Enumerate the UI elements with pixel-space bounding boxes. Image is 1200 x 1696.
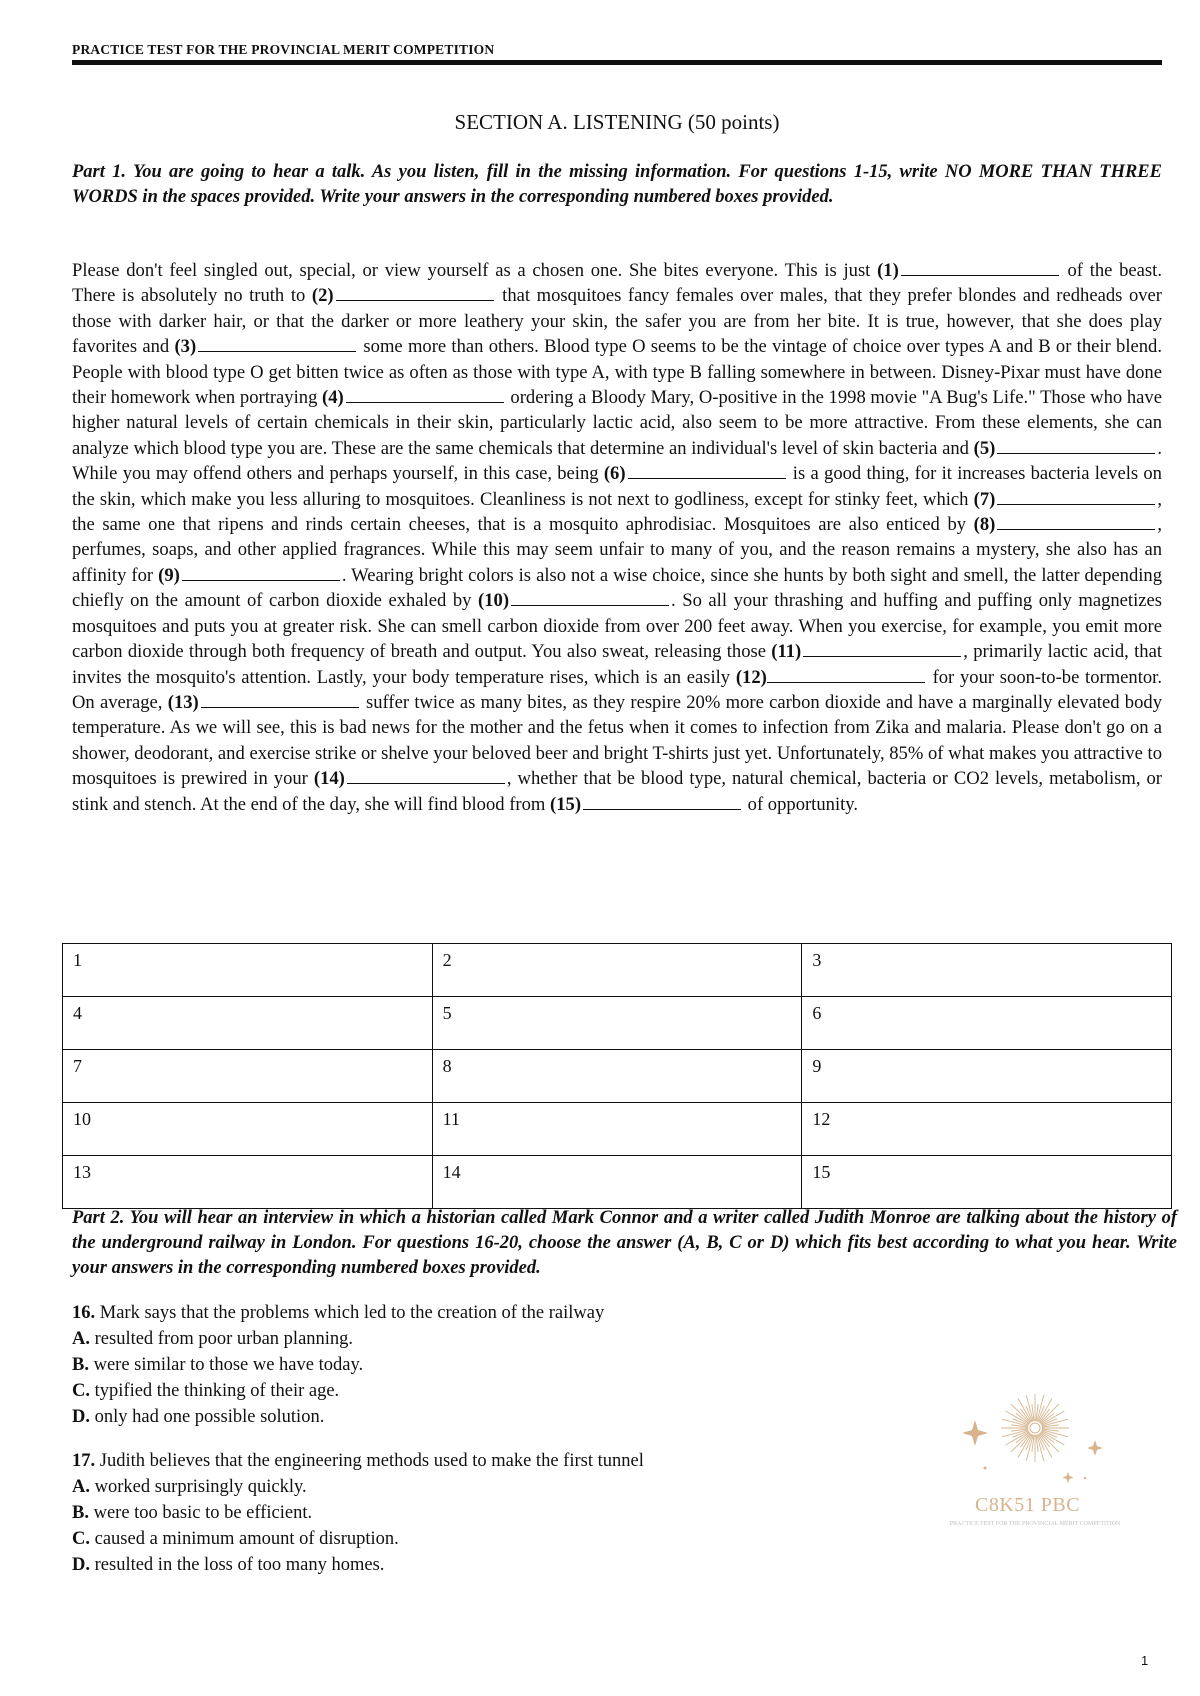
passage-text: . [671, 590, 676, 612]
passage-text: . [1157, 437, 1162, 459]
answer-box[interactable] [802, 1156, 1172, 1209]
answer-row [63, 1050, 1172, 1103]
answer-row [63, 944, 1172, 997]
answer-option[interactable] [72, 1326, 972, 1352]
blank-number: (3) [174, 336, 197, 358]
answer-box-number: 12 [812, 1109, 831, 1129]
answer-box[interactable] [802, 997, 1172, 1050]
option-letter: B. [72, 1355, 89, 1375]
passage-text: some more than others. Blood type O seems to be the vintage of choice over types A and B or their blend. People with blood type O get bitten twice as often as those with type A, with type B falling somewhere in between. Disney-Pixar must have done their homework when portraying [72, 336, 1162, 409]
answer-row [63, 1156, 1172, 1209]
blank-number: (12) [735, 666, 767, 688]
answer-box-number: 10 [73, 1109, 91, 1129]
question-number: 17. [72, 1451, 96, 1471]
answer-blank[interactable] [511, 590, 669, 606]
option-text: caused a minimum amount of disruption. [94, 1529, 399, 1549]
answer-box-number: 15 [812, 1162, 831, 1182]
answer-box-number: 1 [73, 950, 82, 970]
answer-box-number: 2 [442, 950, 452, 970]
option-text: were too basic to be efficient. [93, 1503, 313, 1523]
answer-blank[interactable] [583, 794, 741, 810]
passage-text: , [963, 641, 968, 663]
answer-box[interactable] [802, 1050, 1172, 1103]
answer-box-number: 8 [442, 1056, 452, 1076]
answer-option[interactable] [72, 1526, 972, 1552]
answer-blank[interactable] [901, 260, 1059, 276]
passage-text: Please don't feel singled out, special, or view yourself as a chosen one. She bites everyone. This is just [72, 260, 878, 281]
answer-blank[interactable] [198, 336, 356, 352]
blank-number: (11) [771, 641, 802, 663]
part1-passage [72, 258, 1162, 817]
answer-blank[interactable] [997, 438, 1155, 454]
question-16 [72, 1300, 972, 1430]
option-letter: C. [72, 1381, 90, 1401]
blank-number: (13) [167, 691, 199, 713]
answer-blank[interactable] [182, 565, 340, 581]
answer-blank[interactable] [803, 641, 961, 657]
option-text: worked surprisingly quickly. [94, 1477, 307, 1497]
question-number: 16. [72, 1303, 96, 1323]
answer-box[interactable] [432, 944, 802, 997]
passage-text: whether that be blood type, natural chemical, bacteria or CO2 levels, metabolism, or stink and stench. At the end of the day, she will find blood from [72, 768, 1162, 815]
answer-blank[interactable] [997, 514, 1155, 530]
answer-blank[interactable] [347, 768, 505, 784]
sunburst-logo-icon [935, 1380, 1135, 1580]
question-stem [72, 1448, 972, 1474]
blank-number: (6) [603, 463, 626, 485]
answer-box[interactable] [432, 1156, 802, 1209]
option-letter: D. [72, 1555, 90, 1575]
answer-box[interactable] [802, 944, 1172, 997]
answer-option[interactable] [72, 1552, 972, 1578]
option-text: resulted in the loss of too many homes. [94, 1555, 385, 1575]
passage-text: that mosquitoes fancy females over males, that they prefer blondes and redheads over those with darker hair, or that the darker or more leathery your skin, the safer you are from her bite. It is true, however, that she does play favorites and [72, 285, 1162, 358]
part1-instructions: Part 1. You are going to hear a talk. As you listen, fill in the missing information. For questions 1-15, write NO MORE THAN THREE WORDS in the spaces provided. Write your answers in the corresponding numbered boxes provided. [72, 162, 1162, 207]
passage-text: While you may offend others and perhaps yourself, in this case, being [72, 463, 604, 485]
answer-blank[interactable] [346, 387, 504, 403]
blank-number: (8) [973, 514, 996, 536]
answer-box-number: 5 [442, 1003, 452, 1023]
answer-box[interactable] [432, 997, 802, 1050]
option-text: only had one possible solution. [94, 1407, 325, 1427]
passage-text: Wearing bright colors is also not a wise choice, since she hunts by both sight and smell, the latter depending chiefly on the amount of carbon dioxide exhaled by [72, 564, 1162, 612]
header-title: PRACTICE TEST FOR THE PROVINCIAL MERIT COMPETITION [72, 42, 495, 57]
answer-row [63, 1103, 1172, 1156]
answer-box-number: 4 [73, 1003, 82, 1023]
answer-box-number: 11 [442, 1109, 460, 1129]
blank-number: (9) [158, 564, 180, 586]
sparkle-icon [1063, 1472, 1074, 1483]
passage-text: . [341, 564, 347, 586]
answer-box[interactable] [63, 1050, 433, 1103]
blank-number: (7) [973, 488, 996, 510]
blank-number: (2) [311, 285, 334, 307]
answer-boxes-table [62, 943, 1172, 1209]
question-text: Mark says that the problems which led to the creation of the railway [99, 1303, 605, 1323]
option-letter: A. [72, 1477, 90, 1497]
passage-text: the same one that ripens and rinds certain cheeses, that is a mosquito aphrodisiac. Mosquitoes are also enticed by [72, 514, 974, 536]
passage-text: , [506, 768, 512, 790]
page-number: 1 [1141, 1653, 1149, 1668]
passage-text: primarily lactic acid, that invites the mosquito's attention. Lastly, your body temperature rises, which is an easily [72, 641, 1162, 688]
blank-number: (14) [313, 768, 345, 790]
blank-number: (10) [478, 590, 510, 612]
passage-text: perfumes, soaps, and other applied fragrances. While this may seem unfair to many of you, and the reason remains a mystery, she also has an affinity for [72, 539, 1162, 586]
option-letter: C. [72, 1529, 90, 1549]
answer-option[interactable] [72, 1404, 972, 1430]
blank-number: (1) [877, 260, 899, 281]
passage-text: So all your thrashing and huffing and puffing only magnetizes mosquitoes and puts you at greater risk. She can smell carbon dioxide from over 200 feet away. When you exercise, for example, you emit more carbon dioxide through both frequency of breath and output. You also sweat, releasing those [72, 590, 1162, 663]
question-stem [72, 1300, 972, 1326]
answer-box-number: 9 [812, 1056, 822, 1076]
passage-text: , [1157, 514, 1162, 536]
option-letter: D. [72, 1407, 90, 1427]
passage-text: of the beast. There is absolutely no truth to [72, 260, 1162, 307]
section-title: SECTION A. LISTENING (50 points) [454, 110, 780, 134]
answer-blank[interactable] [336, 285, 494, 301]
part2-instructions: Part 2. You will hear an interview in which a historian called Mark Connor and a writer called Judith Monroe are talking about the history of the underground railway in London. For questions 16-20, choose the answer (A, B, C or D) which fits best according to what you hear. Write your answers in the corresponding numbered boxes provided. [72, 1208, 1177, 1278]
blank-number: (4) [322, 387, 344, 409]
answer-blank[interactable] [628, 463, 786, 479]
option-letter: B. [72, 1503, 89, 1523]
sparkle-icon [962, 1420, 988, 1446]
option-text: typified the thinking of their age. [94, 1381, 340, 1401]
answer-box[interactable] [63, 1103, 433, 1156]
answer-box-number: 7 [73, 1056, 82, 1076]
passage-text: for your soon-to-be tormentor. On average, [72, 666, 1163, 713]
answer-box-number: 3 [812, 950, 822, 970]
answer-box[interactable] [63, 1156, 433, 1209]
answer-box[interactable] [432, 1050, 802, 1103]
answer-box-number: 14 [442, 1162, 461, 1182]
blank-number: (15) [550, 793, 582, 815]
passage-text: , [1157, 488, 1162, 510]
logo-text: C8K51 PBC [975, 1494, 1081, 1516]
answer-blank[interactable] [997, 489, 1155, 505]
option-text: were similar to those we have today. [93, 1355, 364, 1375]
answer-option[interactable] [72, 1352, 972, 1378]
option-letter: A. [72, 1329, 90, 1349]
question-text: Judith believes that the engineering methods used to make the first tunnel [99, 1451, 644, 1471]
answer-box[interactable] [432, 1103, 802, 1156]
blank-number: (5) [973, 437, 996, 459]
passage-text: suffer twice as many bites, as they respire 20% more carbon dioxide and have a marginally elevated body temperature. As we will see, this is bad news for the mother and the fetus when it comes to infection from Zika and malaria. Please don't go on a shower, deodorant, and exercise strike or shelve your beloved beer and bright T-shirts just yet. Unfortunately, 85% of what makes you attractive to mosquitoes is prewired in your [72, 691, 1162, 790]
logo-subtext: PRACTICE TEST FOR THE PROVINCIAL MERIT COMPETITION [949, 1521, 1121, 1527]
answer-box[interactable] [63, 997, 433, 1050]
header-divider [72, 60, 1162, 65]
answer-box-number: 13 [73, 1162, 91, 1182]
sparkle-icon [1087, 1440, 1103, 1456]
answer-box-number: 6 [812, 1003, 822, 1023]
question-17 [72, 1448, 972, 1578]
passage-text: is a good thing, for it increases bacteria levels on the skin, which make you less alluring to mosquitoes. Cleanliness is not next to godliness, except for stinky feet, which [72, 463, 1162, 510]
answer-row [63, 997, 1172, 1050]
answer-box[interactable] [802, 1103, 1172, 1156]
answer-blank[interactable] [767, 667, 925, 683]
passage-text: of opportunity. [743, 793, 859, 815]
option-text: resulted from poor urban planning. [94, 1329, 354, 1349]
answer-option[interactable] [72, 1378, 972, 1404]
passage-text: ordering a Bloody Mary, O-positive in the 1998 movie "A Bug's Life." Those who have higher natural levels of certain chemicals in their skin, particularly lactic acid, also seem to be more attractive. From these elements, she can analyze which blood type you are. These are the same chemicals that determine an individual's level of skin bacteria and [72, 387, 1162, 459]
answer-box[interactable] [63, 944, 433, 997]
answer-option[interactable] [72, 1500, 972, 1526]
answer-blank[interactable] [201, 692, 359, 708]
answer-option[interactable] [72, 1474, 972, 1500]
